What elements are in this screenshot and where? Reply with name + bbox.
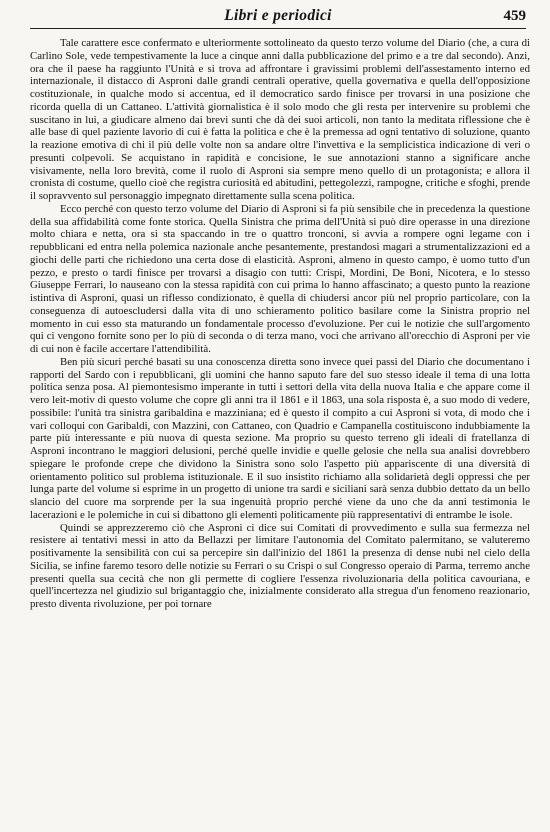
paragraph-4: Quindi se apprezzeremo ciò che Asproni ci dice sui Comitati di provvedimento e sulla sua fermezza nel resistere ai tentativi messi in atto da Bellazzi per limitare l'autonomia del Comitato palermitano, se valuteremo positivamente la sensibilità con cui sa percepire sin dall'inizio del 1861 la presenza di dense nubi nel cielo della Sicilia, se infine faremo tesoro delle notizie su Ferrari o su Crispi o sul Congresso operaio di Parma, terremo anche presenti quella sua cecità che non gli permette di cogliere l'essenza rivoluzionaria della politica cavouriana, e quell'incertezza nel giudizio sul brigantaggio che, inizialmente considerato alla stregua d'un fenomeno reazionario, presto diventa rivoluzione, per poi tornare	[30, 521, 530, 610]
running-header	[30, 6, 526, 29]
section-title: Libri e periodici	[224, 7, 332, 24]
review-text	[30, 37, 530, 611]
page-number: 459	[503, 8, 526, 24]
paragraph-3: Ben più sicuri perché basati su una conoscenza diretta sono invece quei passi del Diario che documentano i rapporti del Sardo con i repubblicani, gli uomini che hanno saputo fare del suo stesso ideale il tema di una lotta politica senza posa. Al piemontesismo imperante in tutti i settori della vita della nuova Italia e che appare come il vero leit-motiv di questo volume che copre gli anni tra il 1861 e il 1863, una sola risposta è, a suo modo di vedere, possibile: l'unità tra sinistra garibaldina e mazziniana; ed è questo il compito a cui Asproni si vota, di modo che i vari colloqui con Garibaldi, con Mazzini, con Cattaneo, con Quadrio e Campanella costituiscono indubbiamente la parte più interessante e più nuova di questa sezione. Ma proprio su questo terreno gli ideali di fratellanza di Asproni incontrano le maggiori delusioni, perché quelle invidie e quelle gelosie che nella sua analisi dovrebbero spiegare le profonde crepe che dividono la Sinistra sono solo l'aspetto più appariscente di una diversità di orientamento politico sul problema istituzionale. E il suo insistito richiamo alla solidarietà degli oppressi che per lunga parte del volume si esprime in un progetto di unione tra sardi e siciliani sarà senza dubbio dettato da un bello slancio del cuore ma sorprende per la sua ingenuità proprio perché viene da uno che da anni testimonia le lacerazioni e le polemiche in cui si dibattono gli elementi politicamente più rappresentativi di entrambe le isole.	[30, 355, 530, 521]
paragraph-2: Ecco perché con questo terzo volume del Diario di Asproni si fa più sensibile che in precedenza la questione della sua affidabilità come fonte storica. Quella Sinistra che prima dell'Unità si può dire operasse in una direzione molto chiara e netta, ora si sta spaccando in tre o quattro tronconi, si avvia a rompere ogni legame con i repubblicani ed entra nella polemica nazionale anche pesantemente, prestandosi magari a strumentalizzazioni ed a giochi delle parti che richiedono una certa dose di elasticità. Asproni, almeno in questo campo, è uomo tutto d'un pezzo, e presto o tardi finisce per trovarsi a disagio con tutti: Crispi, Mordini, De Boni, Nicotera, e lo stesso Giuseppe Ferrari, lo nauseano con la stessa rapidità con cui prima lo hanno affascinato; a questo punto la reazione istintiva di Asproni, quasi un riflesso condizionato, è quella di chiudersi ancor più nel proprio particolare, con la conseguenza di autoescludersi dalla vita di uno schieramento politico basilare come la Sinistra proprio nel momento in cui esso sta maturando un fondamentale processo d'evoluzione. Per cui le notizie che sull'argomento qui ci vengono fornite sono per lo più di seconda o di terza mano, voci che arrivano all'orecchio di Asproni per vie di cui non è facile accertare l'attendibilità.	[30, 202, 530, 355]
paragraph-1: Tale carattere esce confermato e ulteriormente sottolineato da questo terzo volume del Diario (che, a cura di Carlino Sole, vede tempestivamente la luce a cinque anni dalla pubblicazione del primo e a tre dal secondo). Anzi, ora che il paese ha raggiunto l'Unità e si trova ad affrontare i gravissimi problemi dell'assestamento interno ed internazionale, il distacco di Asproni dalle grandi centrali operative, quella governativa e quella dell'opposizione costituzionale, in qualche modo si accentua, ed il democratico sardo finisce per trovarsi in una posizione che ricorda quella di un Cattaneo. L'attività giornalistica è il solo modo che gli resta per intervenire su problemi che suscitano in lui, a giudicare almeno dai brevi sunti che dà dei suoi articoli, non tanto la meditata riflessione che è alle base di quel paziente lavorio di cui è fatta la politica e che è la premessa ad ogni tentativo di soluzione, quanto la reazione emotiva di chi il più delle volte non sa andare oltre l'invettiva e la semplicistica indicazione di veri o presunti colpevoli. Se acquistano in rapidità e concisione, le sue annotazioni stanno a significare anche visivamente, nella loro brevità, come il ruolo di Asproni sia sempre meno quello di un protagonista; e allora il cronista di costume, quello cioè che registra curiosità ed abitudini, pettegolezzi, rampogne, critiche e sfoghi, prende il sopravvento sul personaggio impegnato direttamente sulla scena politica.	[30, 37, 530, 202]
